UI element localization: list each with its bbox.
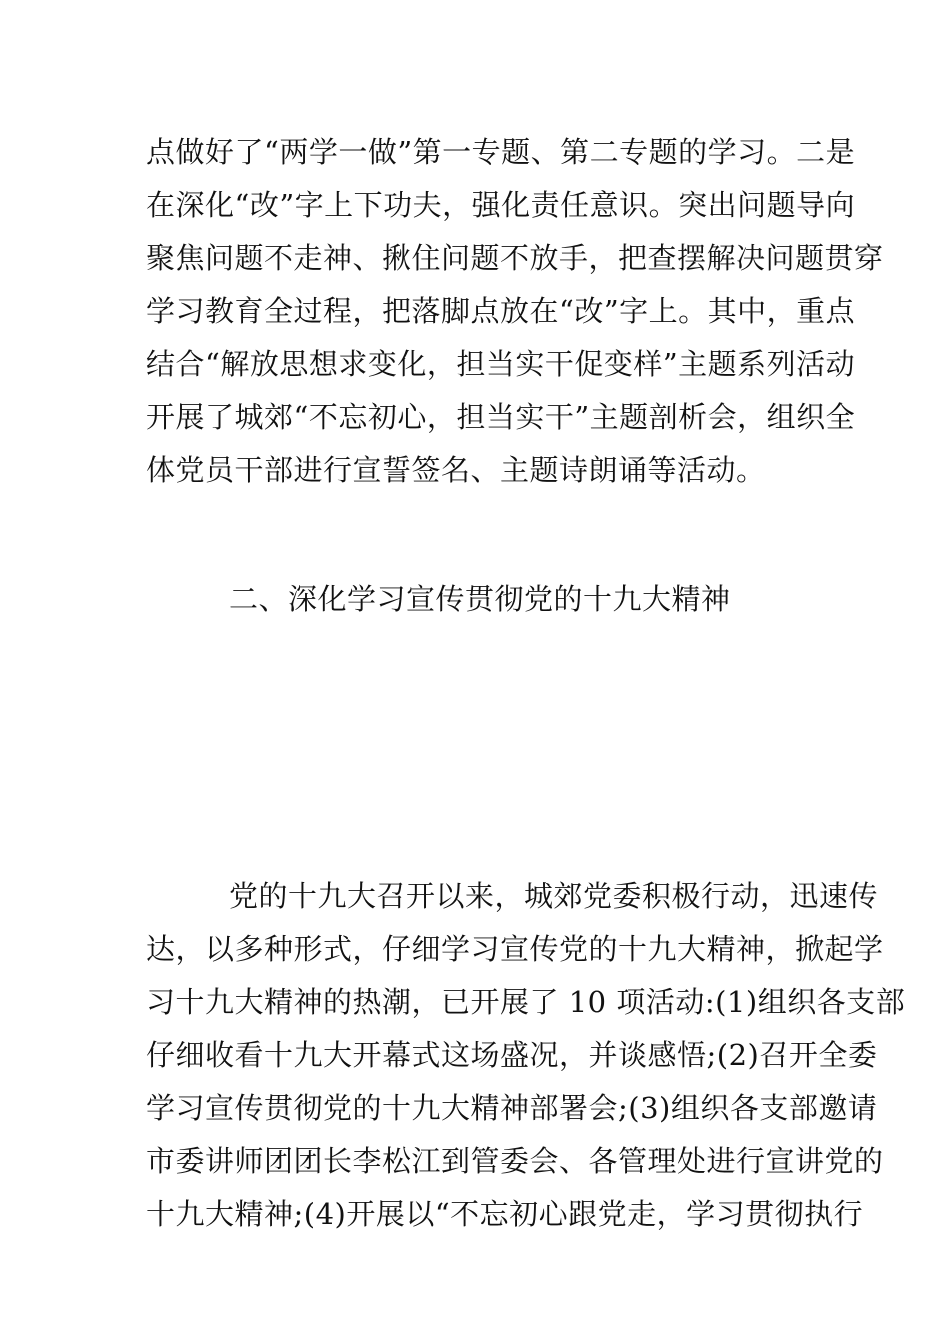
paragraph-line: 学习宣传贯彻党的十九大精神部署会;(3)组织各支部邀请	[146, 1091, 878, 1125]
body-paragraph-1	[146, 126, 884, 497]
paragraph-line: 学习教育全过程，把落脚点放在“改”字上。其中，重点	[146, 294, 856, 328]
paragraph-line: 达，以多种形式，仔细学习宣传党的十九大精神，掀起学	[146, 932, 884, 966]
paragraph-line: 开展了城郊“不忘初心，担当实干”主题剖析会，组织全	[146, 400, 856, 434]
paragraph-line: 仔细收看十九大开幕式这场盛况，并谈感悟;(2)召开全委	[146, 1038, 878, 1072]
paragraph-line: 体党员干部进行宣誓签名、主题诗朗诵等活动。	[146, 453, 766, 487]
paragraph-line: 十九大精神;(4)开展以“不忘初心跟党走，学习贯彻执行	[146, 1197, 864, 1231]
paragraph-line: 市委讲师团团长李松江到管委会、各管理处进行宣讲党的	[146, 1144, 884, 1178]
paragraph-line: 在深化“改”字上下功夫，强化责任意识。突出问题导向	[146, 188, 856, 222]
paragraph-line: 结合“解放思想求变化，担当实干促变样”主题系列活动	[146, 347, 856, 381]
section-heading: 二、深化学习宣传贯彻党的十九大精神	[229, 582, 731, 616]
paragraph-line: 党的十九大召开以来，城郊党委积极行动，迅速传	[229, 879, 879, 913]
body-paragraph-2	[146, 870, 906, 1241]
paragraph-line: 点做好了“两学一做”第一专题、第二专题的学习。二是	[146, 135, 856, 169]
paragraph-line: 聚焦问题不走神、揪住问题不放手，把查摆解决问题贯穿	[146, 241, 884, 275]
paragraph-line: 习十九大精神的热潮，已开展了 10 项活动:(1)组织各支部	[146, 985, 906, 1019]
